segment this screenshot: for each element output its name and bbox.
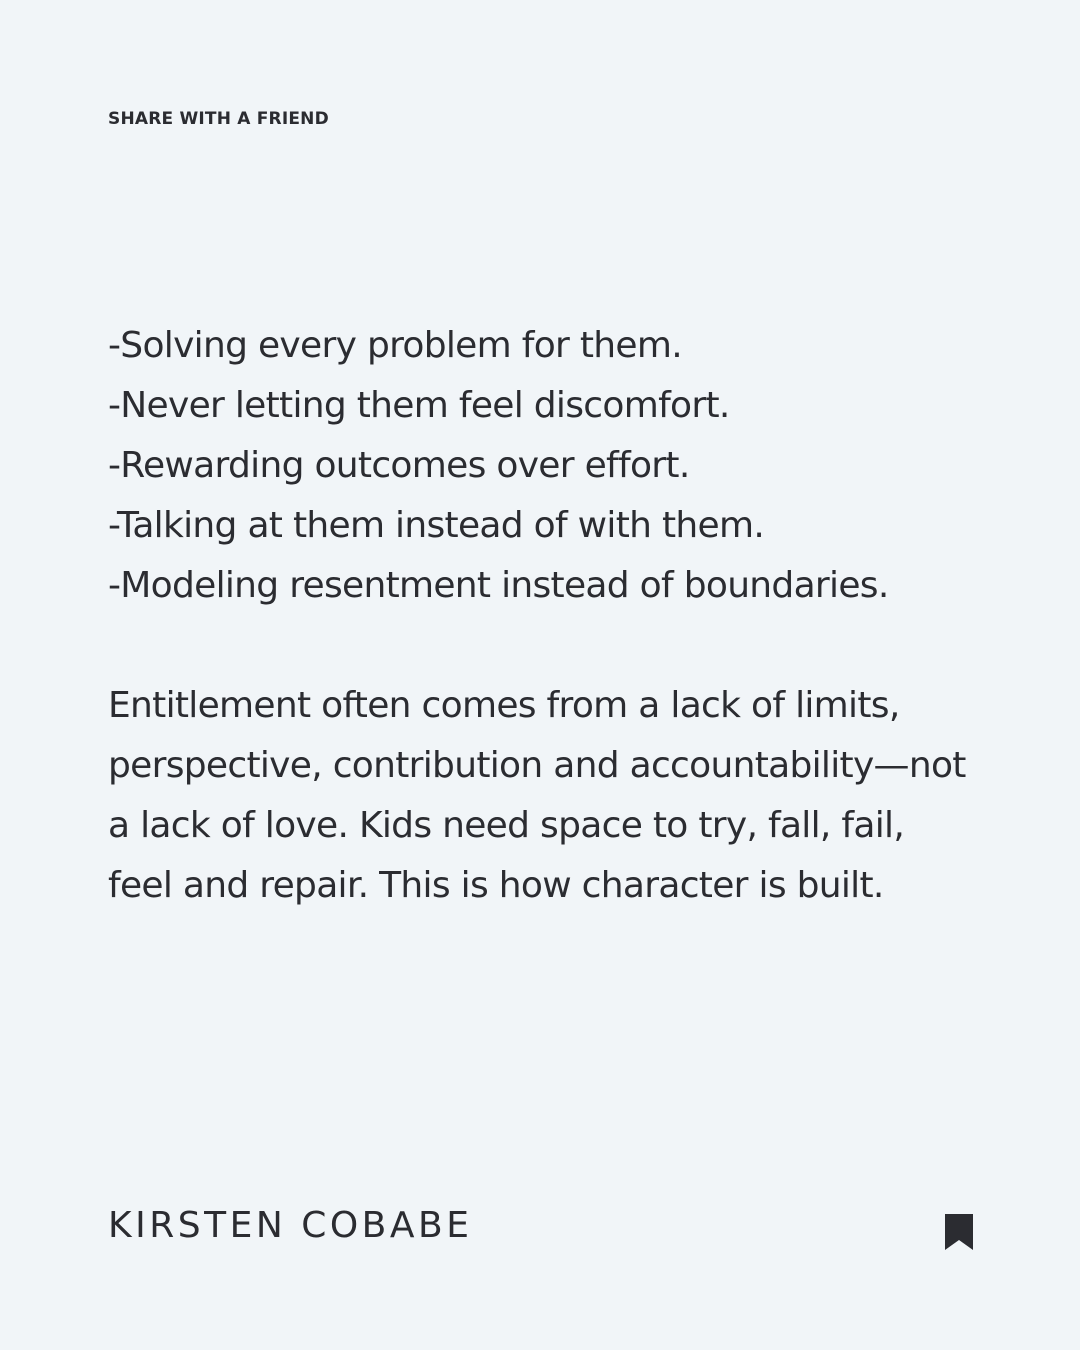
list-item: -Never letting them feel discomfort. bbox=[108, 385, 730, 426]
list-item: -Modeling resentment instead of boundaries. bbox=[108, 565, 889, 606]
bookmark-icon[interactable] bbox=[945, 1214, 973, 1250]
list-item: -Solving every problem for them. bbox=[108, 325, 682, 366]
tips-list bbox=[108, 316, 968, 616]
author-name: KIRSTEN COBABE bbox=[108, 1205, 473, 1246]
list-item: -Talking at them instead of with them. bbox=[108, 505, 765, 546]
share-label: SHARE WITH A FRIEND bbox=[108, 109, 329, 129]
list-item: -Rewarding outcomes over effort. bbox=[108, 445, 690, 486]
body-paragraph: Entitlement often comes from a lack of limits, perspective, contribution and accountability—not a lack of love. Kids need space to try, fall, fail, feel and repair. This is how character is built. bbox=[108, 685, 966, 906]
main-text bbox=[108, 316, 968, 916]
